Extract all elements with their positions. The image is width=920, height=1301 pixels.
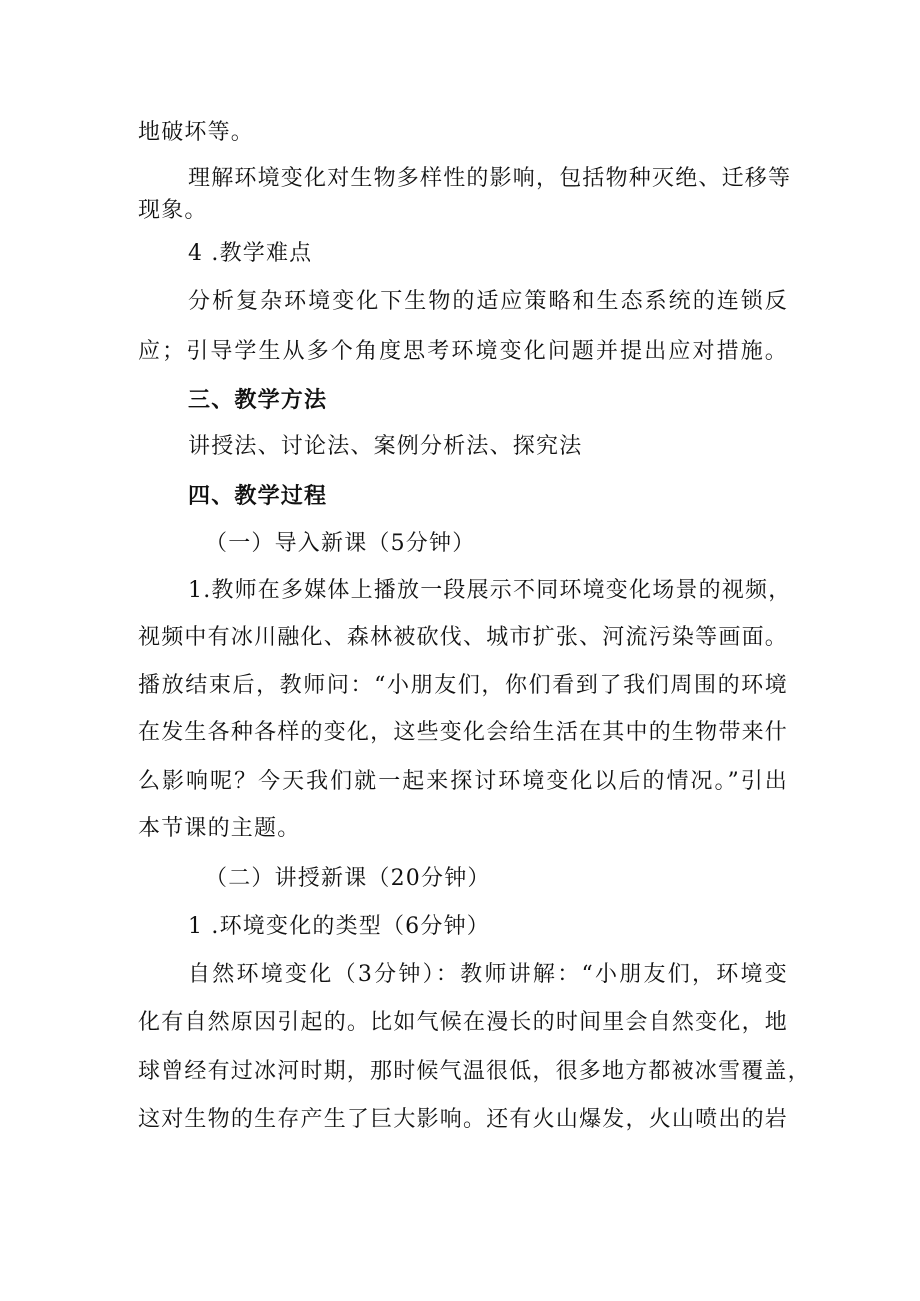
paragraph-line: 在发生各种各样的变化，这些变化会给生活在其中的生物带来什 xyxy=(138,720,788,745)
paragraph-line: 地破坏等。 xyxy=(138,120,255,145)
paragraph-line: 么影响呢？今天我们就一起来探讨环境变化以后的情况。”引出 xyxy=(138,769,788,794)
paragraph-line: 1.教师在多媒体上播放一段展示不同环境变化场景的视频， xyxy=(188,578,792,603)
paragraph-line: 自然环境变化（3分钟）：教师讲解：“小朋友们，环境变 xyxy=(188,962,788,987)
paragraph-line: 播放结束后，教师问：“小朋友们，你们看到了我们周围的环境 xyxy=(138,673,788,698)
paragraph-line: 本节课的主题。 xyxy=(138,816,301,841)
paragraph-line: 应；引导学生从多个角度思考环境变化问题并提出应对措施。 xyxy=(138,339,788,364)
paragraph-line: 理解环境变化对生物多样性的影响，包括物种灭绝、迁移等 xyxy=(188,166,792,191)
paragraph-line: 化有自然原因引起的。比如气候在漫长的时间里会自然变化，地 xyxy=(138,1010,788,1035)
subheading-teaching-difficulty: 4 .教学难点 xyxy=(188,241,313,266)
paragraph-line: 视频中有冰川融化、森林被砍伐、城市扩张、河流污染等画面。 xyxy=(138,625,788,650)
paragraph-line: 这对生物的生存产生了巨大影响。还有火山爆发，火山喷出的岩 xyxy=(138,1107,788,1132)
paragraph-line: 分析复杂环境变化下生物的适应策略和生态系统的连锁反 xyxy=(188,289,788,314)
subsection-heading: （一）导入新课（5分钟） xyxy=(205,531,476,556)
paragraph-line: 现象。 xyxy=(138,198,208,223)
section-heading-teaching-methods: 三、教学方法 xyxy=(188,387,328,413)
subsection-heading: （二）讲授新课（20分钟） xyxy=(205,866,491,891)
subheading-environment-change-types: 1 .环境变化的类型（6分钟） xyxy=(188,914,490,939)
section-heading-teaching-process: 四、教学过程 xyxy=(188,483,328,509)
paragraph-line: 球曾经有过冰河时期，那时候气温很低，很多地方都被冰雪覆盖， xyxy=(138,1059,811,1084)
paragraph-line: 讲授法、讨论法、案例分析法、探究法 xyxy=(188,434,583,459)
